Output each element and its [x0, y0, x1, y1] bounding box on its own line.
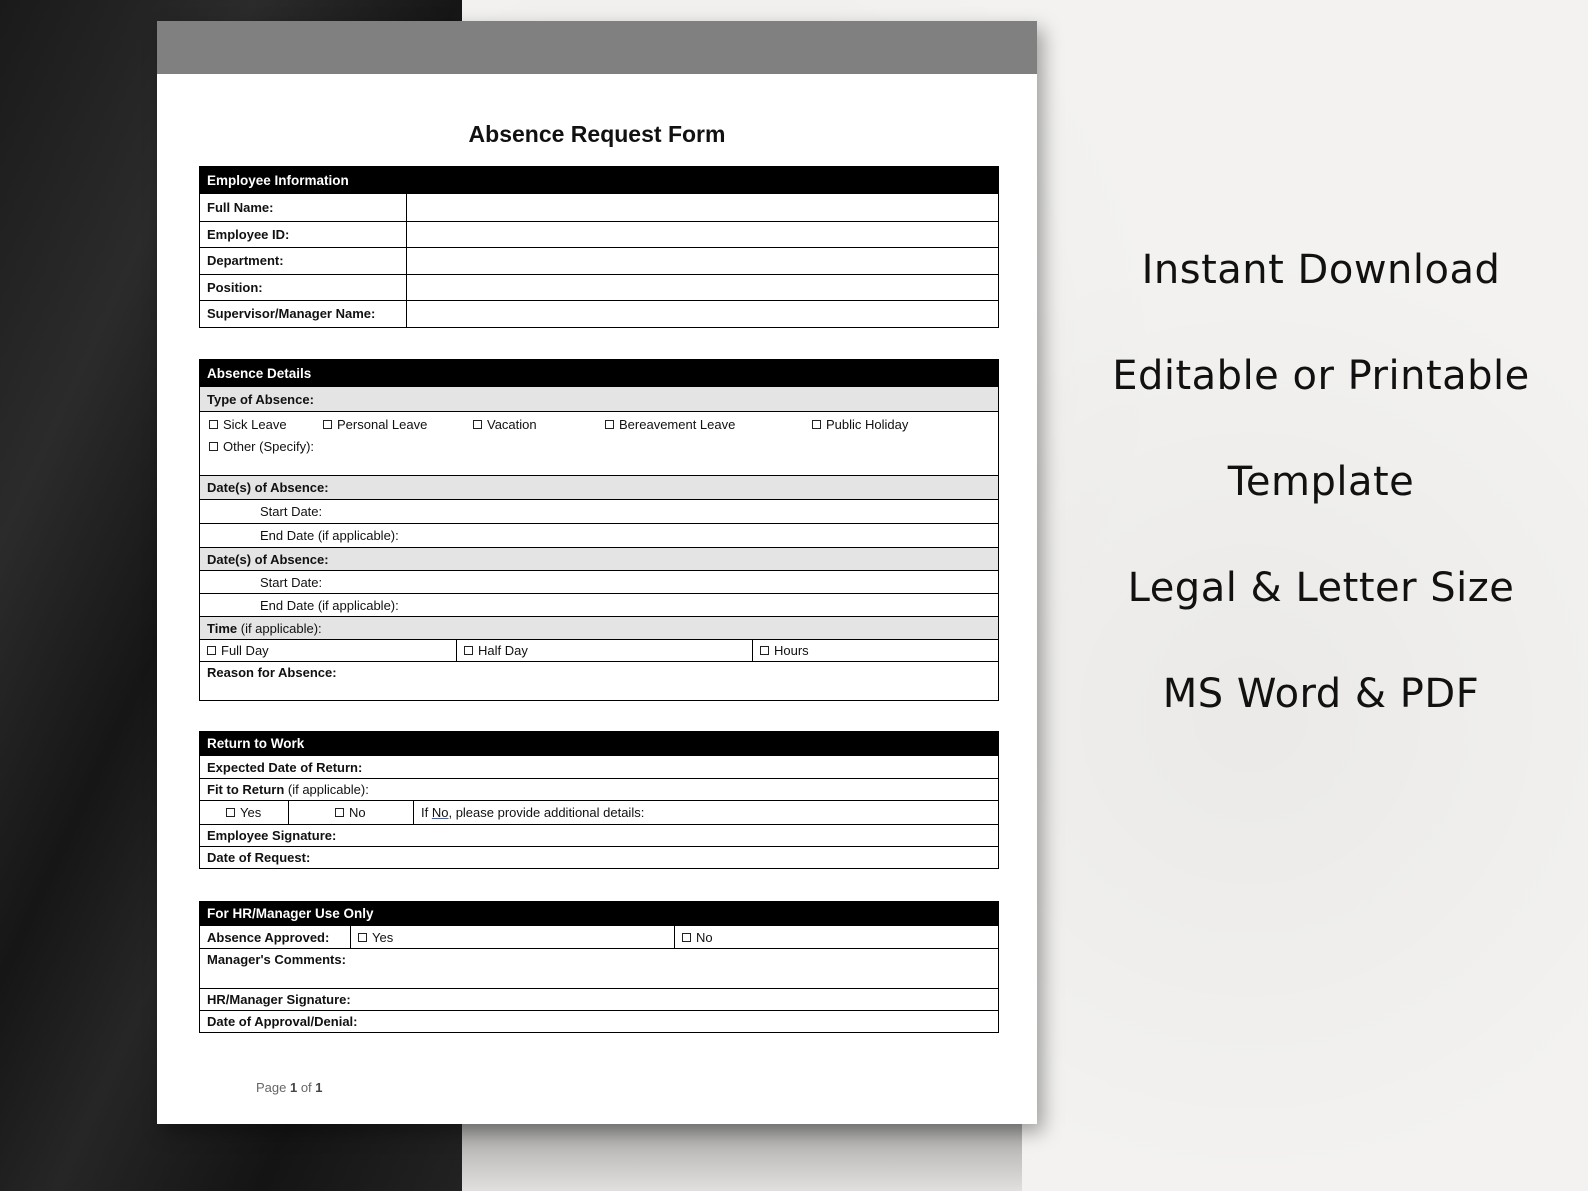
promo-editable-printable: Editable or Printable: [1112, 353, 1530, 399]
promo-template: Template: [1227, 459, 1415, 505]
employee-information-section: [199, 166, 999, 328]
sick-leave-checkbox[interactable]: [209, 417, 287, 432]
checkbox-icon: [760, 646, 769, 655]
approved-no-checkbox[interactable]: [674, 926, 998, 948]
date-of-request-field[interactable]: Date of Request:: [207, 850, 311, 865]
table-row: [200, 616, 998, 639]
end-date-field[interactable]: End Date (if applicable):: [260, 528, 399, 543]
section-header: Return to Work: [200, 732, 998, 756]
bereavement-leave-checkbox[interactable]: [605, 417, 735, 432]
checkbox-icon: [226, 808, 235, 817]
table-row: [200, 221, 998, 248]
table-row: [200, 475, 998, 499]
department-input[interactable]: [406, 248, 998, 274]
date-of-approval-field[interactable]: Date of Approval/Denial:: [207, 1014, 358, 1029]
table-row: [200, 661, 998, 700]
section-header: For HR/Manager Use Only: [200, 902, 998, 926]
position-input[interactable]: [406, 275, 998, 301]
field-label: Department:: [207, 253, 284, 269]
table-row: [200, 756, 998, 778]
fit-no-checkbox[interactable]: [288, 801, 413, 824]
details-prefix: If: [421, 805, 432, 820]
promo-legal-letter-size: Legal & Letter Size: [1127, 565, 1515, 611]
return-to-work-section: [199, 731, 999, 869]
checkbox-icon: [358, 933, 367, 942]
table-row: [200, 824, 998, 846]
additional-details-field[interactable]: [413, 801, 998, 824]
approved-yes-checkbox[interactable]: [350, 926, 674, 948]
table-row: [200, 194, 998, 221]
public-holiday-checkbox[interactable]: [812, 417, 908, 432]
time-label-suffix: (if applicable):: [240, 620, 322, 636]
hours-checkbox[interactable]: [752, 640, 998, 661]
option-label: Hours: [774, 643, 809, 658]
type-of-absence-label: Type of Absence:: [207, 391, 314, 407]
checkbox-icon: [682, 933, 691, 942]
checkbox-icon: [209, 442, 218, 451]
absence-type-options: [200, 411, 998, 475]
details-rest: , please provide additional details:: [448, 805, 645, 820]
absence-approved-label: Absence Approved:: [207, 929, 330, 945]
promo-instant-download: Instant Download: [1141, 247, 1501, 293]
option-label: Other (Specify):: [223, 439, 315, 454]
field-label: Employee ID:: [207, 226, 290, 242]
table-row: [200, 1010, 998, 1032]
page-header-bar: [157, 21, 1037, 74]
supervisor-name-input[interactable]: [406, 301, 998, 327]
option-label: Public Holiday: [826, 417, 909, 432]
table-row: [200, 593, 998, 616]
checkbox-icon: [605, 420, 614, 429]
reason-for-absence-field[interactable]: Reason for Absence:: [207, 665, 337, 680]
employee-signature-field[interactable]: Employee Signature:: [207, 828, 337, 843]
table-row: [200, 846, 998, 868]
option-label: Yes: [240, 805, 262, 820]
page-total: 1: [315, 1080, 323, 1095]
option-label: No: [349, 805, 366, 820]
checkbox-icon: [473, 420, 482, 429]
table-row: [200, 247, 998, 274]
start-date-field[interactable]: Start Date:: [260, 504, 323, 519]
checkbox-icon: [209, 420, 218, 429]
full-day-checkbox[interactable]: [200, 640, 456, 661]
option-label: No: [696, 929, 713, 945]
full-name-input[interactable]: [406, 194, 998, 221]
option-label: Bereavement Leave: [619, 417, 736, 432]
table-row: [200, 547, 998, 570]
table-row: [200, 570, 998, 593]
checkbox-icon: [323, 420, 332, 429]
hr-manager-section: [199, 901, 999, 1033]
fit-label-text: Fit to Return: [207, 782, 285, 797]
table-row: [200, 499, 998, 523]
end-date-field[interactable]: End Date (if applicable):: [260, 597, 399, 613]
document-page: [157, 21, 1037, 1124]
section-header: Absence Details: [200, 360, 998, 387]
page-number: 1: [289, 1080, 298, 1095]
expected-return-date-field[interactable]: Expected Date of Return:: [207, 759, 363, 775]
page-number-footer: [256, 1080, 323, 1095]
field-label: Supervisor/Manager Name:: [207, 306, 376, 322]
dates-of-absence-label: Date(s) of Absence:: [207, 480, 329, 495]
fit-to-return-label: [200, 779, 998, 800]
page-word: Page: [256, 1080, 290, 1095]
hr-signature-field[interactable]: HR/Manager Signature:: [207, 992, 351, 1007]
time-label: [200, 617, 998, 639]
other-specify-checkbox[interactable]: [209, 439, 314, 454]
checkbox-icon: [207, 646, 216, 655]
table-row: [200, 948, 998, 988]
option-label: Sick Leave: [223, 417, 287, 432]
table-row: [200, 778, 998, 800]
time-label-text: Time: [207, 620, 238, 636]
details-no-word: No: [431, 805, 449, 820]
table-row: [200, 988, 998, 1010]
option-label: Full Day: [221, 643, 269, 658]
field-label: Position:: [207, 279, 263, 295]
option-label: Personal Leave: [337, 417, 428, 432]
section-header: Employee Information: [200, 167, 998, 194]
time-options-row: [200, 639, 998, 661]
of-word: of: [297, 1080, 316, 1095]
manager-comments-field[interactable]: Manager's Comments:: [207, 952, 346, 967]
field-label: Full Name:: [207, 199, 274, 215]
option-label: Yes: [372, 929, 394, 945]
fit-label-suffix: (if applicable):: [287, 782, 369, 797]
fit-options-row: [200, 800, 998, 824]
checkbox-icon: [464, 646, 473, 655]
absence-details-section: [199, 359, 999, 701]
dates-of-absence-label: Date(s) of Absence:: [207, 551, 329, 567]
table-row: [200, 387, 998, 411]
table-row: [200, 274, 998, 301]
checkbox-icon: [335, 808, 344, 817]
promo-ms-word-pdf: MS Word & PDF: [1162, 671, 1480, 717]
vacation-checkbox[interactable]: [473, 417, 537, 432]
table-row: [200, 300, 998, 327]
checkbox-icon: [812, 420, 821, 429]
fit-yes-checkbox[interactable]: [200, 801, 288, 824]
option-label: Half Day: [478, 643, 528, 658]
option-label: Vacation: [487, 417, 537, 432]
personal-leave-checkbox[interactable]: [323, 417, 427, 432]
table-row: [200, 523, 998, 547]
form-title: Absence Request Form: [468, 121, 726, 147]
half-day-checkbox[interactable]: [456, 640, 752, 661]
employee-id-input[interactable]: [406, 222, 998, 248]
approval-row: [200, 926, 998, 948]
start-date-field[interactable]: Start Date:: [260, 574, 323, 590]
